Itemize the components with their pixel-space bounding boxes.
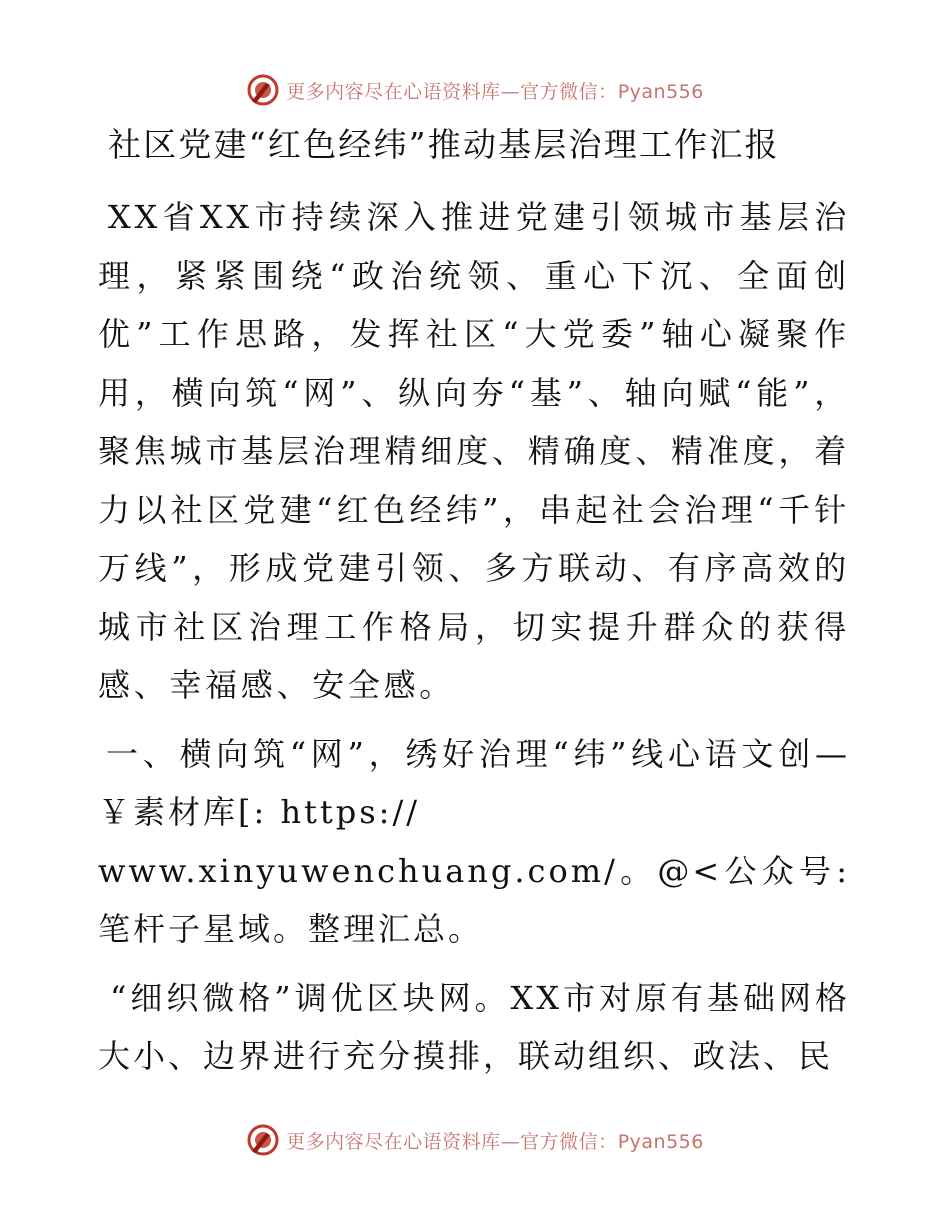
paragraph-intro: XX省XX市持续深入推进党建引领城市基层治理，紧紧围绕“政治统领、重心下沉、全面创优”工作思路，发挥社区“大党委”轴心凝聚作用，横向筑“网”、纵向夯“基”、轴向赋“能”，聚焦城市基层治理精细度、精确度、精准度，着力以社区党建“红色经纬”，串起社会治理“千针万线”，形成党建引领、多方联动、有序高效的城市社区治理工作格局，切实提升群众的获得感、幸福感、安全感。 — [98, 198, 850, 704]
section-heading-1-continuation: www.xinyuwenchuang.com/。@<公众号: 笔杆子星域。整理汇总。 — [98, 851, 850, 948]
banner-text: 更多内容尽在心语资料库—官方微信：Pyan556 — [286, 1130, 704, 1153]
banner-text: 更多内容尽在心语资料库—官方微信：Pyan556 — [286, 80, 704, 103]
red-seal-logo-icon — [246, 73, 280, 107]
footer-watermark-banner — [0, 1120, 950, 1160]
document-body — [98, 120, 850, 1086]
paragraph-grid: “细织微格”调优区块网。XX市对原有基础网格大小、边界进行充分摸排，联动组织、政法、民 — [98, 978, 850, 1075]
wechat-handle: Pyan556 — [617, 1130, 704, 1153]
document-title: 社区党建“红色经纬”推动基层治理工作汇报 — [108, 125, 780, 164]
wechat-handle: Pyan556 — [617, 80, 704, 103]
section-heading-1: 一、横向筑“网”，绣好治理“纬”线心语文创—￥素材库[: https:// www.xinyuwenchuang.com/。@<公众号: 笔杆子星域。整理汇总。 — [98, 734, 850, 948]
header-watermark-banner — [0, 70, 950, 110]
red-seal-logo-icon — [246, 1123, 280, 1157]
